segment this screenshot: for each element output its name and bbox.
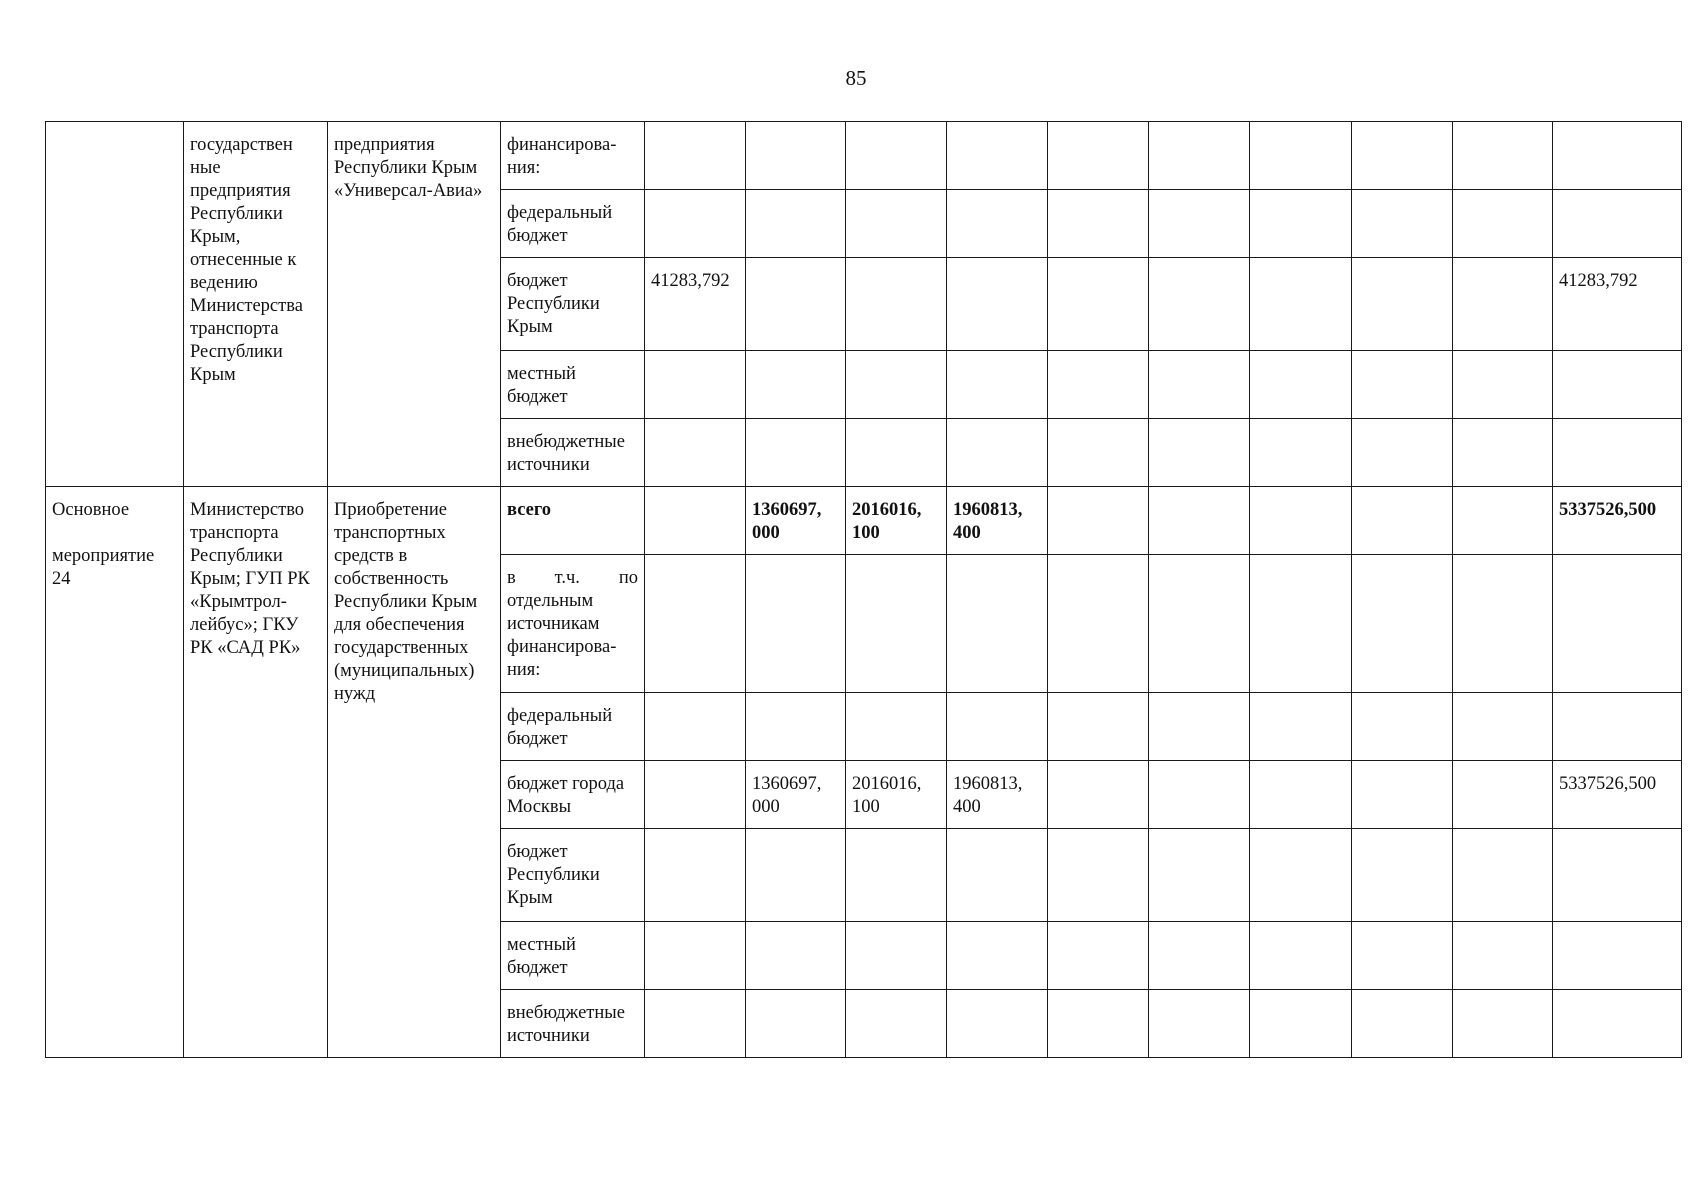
value-cell: [947, 990, 1048, 1058]
source-cell: внебюджетные источники: [501, 990, 645, 1058]
value-cell: 1360697, 000: [746, 761, 846, 829]
value-cell: [846, 922, 947, 990]
value-cell: [645, 829, 746, 922]
page-number: 85: [845, 66, 867, 90]
value-cell: [746, 990, 846, 1058]
value-cell: [1149, 761, 1250, 829]
value-cell: [1250, 190, 1352, 258]
value-cell: [1553, 351, 1682, 419]
value-cell: [746, 693, 846, 761]
value-cell: [1352, 761, 1453, 829]
value-cell: [1352, 122, 1453, 190]
value-cell: [1149, 419, 1250, 487]
value-cell: [645, 190, 746, 258]
value-cell: [1048, 922, 1149, 990]
value-cell: [1453, 487, 1553, 555]
value-cell: [1352, 990, 1453, 1058]
value-cell: [1453, 419, 1553, 487]
value-cell: [846, 555, 947, 693]
value-cell: [947, 258, 1048, 351]
value-cell: [1352, 922, 1453, 990]
source-word: т.ч.: [554, 568, 580, 588]
value-cell: [846, 990, 947, 1058]
value-cell: [1553, 829, 1682, 922]
value-cell: [746, 555, 846, 693]
financing-table: [45, 121, 1682, 1058]
value-cell: [746, 258, 846, 351]
value-cell: [1048, 555, 1149, 693]
value-cell: 5337526,500: [1553, 761, 1682, 829]
value-cell: [947, 922, 1048, 990]
source-cell: бюджет Республики Крым: [501, 258, 645, 351]
value-cell: [645, 122, 746, 190]
value-cell: [1453, 829, 1553, 922]
value-cell: [645, 419, 746, 487]
value-cell: [846, 122, 947, 190]
value-cell: [1250, 351, 1352, 419]
value-cell: [1352, 555, 1453, 693]
value-cell: [1352, 190, 1453, 258]
value-cell: [846, 258, 947, 351]
value-cell: [1048, 351, 1149, 419]
value-cell: [645, 761, 746, 829]
value-cell: [645, 487, 746, 555]
value-cell: [1048, 419, 1149, 487]
value-cell: [746, 922, 846, 990]
value-cell: [1149, 487, 1250, 555]
source-first-line: [507, 567, 638, 590]
value-cell: [1149, 122, 1250, 190]
value-cell: [1453, 922, 1553, 990]
value-cell: [1250, 922, 1352, 990]
value-cell: [645, 693, 746, 761]
value-cell: [746, 419, 846, 487]
source-cell: [501, 555, 645, 693]
value-cell: [1048, 990, 1149, 1058]
value-cell: [947, 693, 1048, 761]
value-cell: [746, 829, 846, 922]
value-cell: [1553, 990, 1682, 1058]
value-cell: [746, 190, 846, 258]
value-cell: [1553, 922, 1682, 990]
table-row: [46, 487, 1682, 555]
value-cell: [1048, 487, 1149, 555]
value-cell: [1149, 693, 1250, 761]
value-cell: [947, 829, 1048, 922]
value-cell: [1352, 693, 1453, 761]
value-cell: [1149, 351, 1250, 419]
value-cell: [1553, 419, 1682, 487]
value-cell: [1048, 829, 1149, 922]
table-row: [46, 122, 1682, 190]
source-cell: федеральный бюджет: [501, 190, 645, 258]
value-cell: [1250, 258, 1352, 351]
participant-cell: предприятия Республики Крым «Универсал-Авиа»: [328, 122, 501, 487]
value-cell: [1553, 555, 1682, 693]
value-cell: 41283,792: [1553, 258, 1682, 351]
value-cell: [1250, 693, 1352, 761]
participant-cell: Приобретение транспортных средств в собственность Республики Крым для обеспечения государственных (муниципальных) нужд: [328, 487, 501, 1058]
measure-cell: [46, 122, 184, 487]
value-cell: [1453, 122, 1553, 190]
value-cell: [1048, 190, 1149, 258]
value-cell: [846, 829, 947, 922]
value-cell: 1960813, 400: [947, 487, 1048, 555]
value-cell: [645, 555, 746, 693]
measure-label-line1: Основное: [52, 500, 130, 520]
value-cell: [947, 555, 1048, 693]
value-cell: [846, 351, 947, 419]
value-cell: [1250, 829, 1352, 922]
value-cell: 5337526,500: [1553, 487, 1682, 555]
value-cell: [947, 190, 1048, 258]
value-cell: 2016016, 100: [846, 761, 947, 829]
value-cell: [1149, 258, 1250, 351]
value-cell: [645, 351, 746, 419]
value-cell: 1360697, 000: [746, 487, 846, 555]
value-cell: [645, 922, 746, 990]
source-cell: всего: [501, 487, 645, 555]
source-word: в: [507, 568, 516, 588]
value-cell: [1250, 761, 1352, 829]
value-cell: [1149, 990, 1250, 1058]
value-cell: [1149, 829, 1250, 922]
source-rest: отдельным источникам финансирова-ния:: [507, 591, 617, 680]
value-cell: [1250, 122, 1352, 190]
value-cell: [1352, 419, 1453, 487]
value-cell: [1250, 487, 1352, 555]
value-cell: [1149, 922, 1250, 990]
value-cell: [645, 990, 746, 1058]
value-cell: [1250, 419, 1352, 487]
value-cell: [1048, 258, 1149, 351]
measure-label-line2: мероприятие 24: [52, 546, 155, 589]
value-cell: [1048, 761, 1149, 829]
measure-cell: [46, 487, 184, 1058]
value-cell: [1352, 487, 1453, 555]
value-cell: [846, 190, 947, 258]
value-cell: [1453, 258, 1553, 351]
executor-cell: государствен ные предприятия Республики Крым, отнесенные к ведению Министерства транспорта Республики Крым: [184, 122, 328, 487]
value-cell: [1453, 351, 1553, 419]
value-cell: 1960813, 400: [947, 761, 1048, 829]
value-cell: [1352, 351, 1453, 419]
value-cell: [1352, 829, 1453, 922]
value-cell: [846, 419, 947, 487]
source-cell: бюджет Республики Крым: [501, 829, 645, 922]
value-cell: [1553, 190, 1682, 258]
value-cell: [1453, 555, 1553, 693]
value-cell: [1048, 693, 1149, 761]
value-cell: [947, 419, 1048, 487]
value-cell: [1250, 990, 1352, 1058]
value-cell: [947, 122, 1048, 190]
source-cell: местный бюджет: [501, 351, 645, 419]
value-cell: [947, 351, 1048, 419]
value-cell: 2016016, 100: [846, 487, 947, 555]
value-cell: [1250, 555, 1352, 693]
value-cell: [1553, 122, 1682, 190]
source-cell: внебюджетные источники: [501, 419, 645, 487]
value-cell: [1149, 555, 1250, 693]
value-cell: [746, 122, 846, 190]
value-cell: [1149, 190, 1250, 258]
value-cell: [846, 693, 947, 761]
value-cell: [1453, 761, 1553, 829]
value-cell: [746, 351, 846, 419]
value-cell: [1453, 693, 1553, 761]
value-cell: [1048, 122, 1149, 190]
value-cell: 41283,792: [645, 258, 746, 351]
value-cell: [1453, 990, 1553, 1058]
source-cell: финансирова-ния:: [501, 122, 645, 190]
source-cell: местный бюджет: [501, 922, 645, 990]
source-cell: бюджет города Москвы: [501, 761, 645, 829]
executor-cell: Министерство транспорта Республики Крым; ГУП РК «Крымтрол-лейбус»; ГКУ РК «САД РК»: [184, 487, 328, 1058]
value-cell: [1453, 190, 1553, 258]
source-word: по: [618, 568, 638, 588]
value-cell: [1352, 258, 1453, 351]
source-cell: федеральный бюджет: [501, 693, 645, 761]
value-cell: [1553, 693, 1682, 761]
